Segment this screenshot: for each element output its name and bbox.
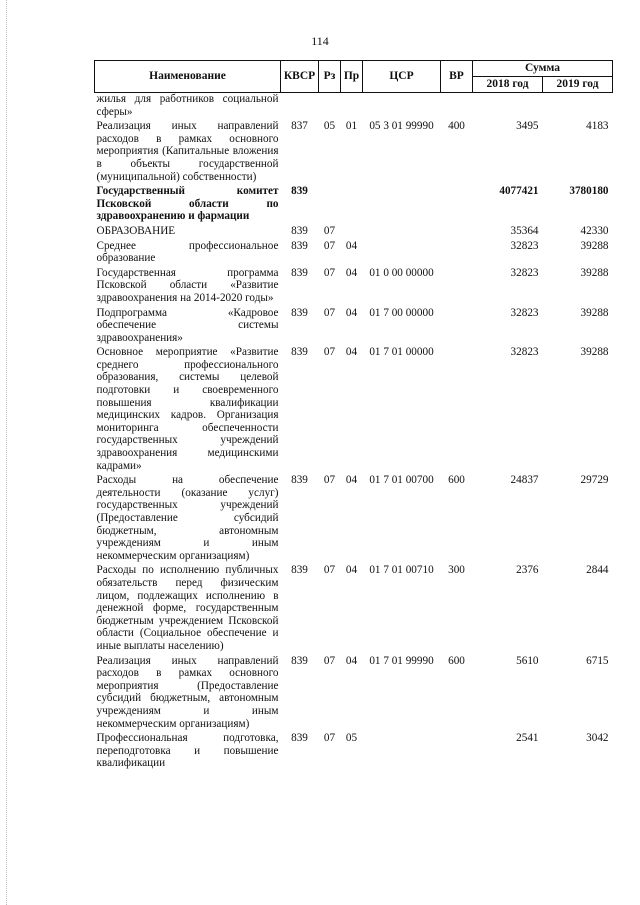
row-pr: 04 [345,474,358,487]
row-name: Подпрограмма «Кадровое обеспечение системы здравоохранения» [96,306,279,344]
row-sum-2018: 5610 [516,654,539,667]
page-number: 114 [311,34,329,48]
row-name: Расходы на обеспечение деятельности (оказание услуг) государственных учреждений (Предоставление субсидий бюджетным, автономным учреждениям и иным некоммерческим организациям) [96,474,279,562]
row-name: Среднее профессиональное образование [96,239,279,265]
row-csr [363,732,441,772]
header-csr: ЦСР [363,61,441,93]
row-kvsr: 839 [291,346,308,359]
row-kvsr: 839 [291,654,308,667]
row-sum-2018: 24837 [510,474,539,487]
row-rz: 07 [323,732,336,745]
row-rz: 07 [323,474,336,487]
row-name: Реализация иных направлений расходов в рамках основного мероприятия (Капитальные вложения в объекты государственной (муниципальной) собственности) [96,120,279,183]
row-rz: 07 [323,564,336,577]
header-year-2019: 2019 год [543,77,613,93]
header-rz: Рз [319,61,341,93]
table-row [95,307,613,347]
row-sum-2019: 6715 [586,654,609,667]
row-sum-2019: 39288 [580,239,609,252]
row-rz: 05 [323,120,336,133]
table-header [95,61,613,93]
row-vr [441,732,473,772]
row-pr: 04 [345,654,358,667]
row-kvsr: 839 [291,732,308,745]
table-row [95,732,613,772]
row-vr [441,267,473,307]
row-pr: 04 [345,346,358,359]
row-csr [363,225,441,240]
row-sum-2018: 3495 [516,120,539,133]
header-kvsr: КВСР [281,61,319,93]
row-name: ОБРАЗОВАНИЕ [96,224,176,237]
row-kvsr: 839 [291,185,308,198]
row-vr [441,240,473,267]
row-sum-2019: 3780180 [569,185,609,198]
row-sum-2019 [543,93,613,121]
row-sum-2018: 4077421 [499,185,539,198]
row-pr: 04 [345,306,358,319]
row-kvsr: 839 [291,306,308,319]
row-sum-2018: 32823 [510,346,539,359]
table-body [95,93,613,772]
row-name: Государственная программа Псковской области «Развитие здравоохранения на 2014-2020 годы» [96,266,279,304]
header-pr: Пр [341,61,363,93]
row-name: Расходы по исполнению публичных обязательств перед физическим лицом, подлежащих исполнению в денежной форме, государственным бюджетным учреждением Псковской области (Социальное обеспечение и иные выплаты населению) [96,564,279,652]
row-vr: 600 [448,654,465,667]
row-rz: 07 [323,266,336,279]
table-row [95,346,613,474]
row-rz: 07 [323,224,336,237]
row-rz: 07 [323,346,336,359]
row-vr: 400 [448,120,465,133]
row-csr: 01 7 00 00000 [369,306,434,319]
row-vr: 300 [448,564,465,577]
row-pr: 05 [345,732,358,745]
row-sum-2019: 29729 [580,474,609,487]
table-row [95,240,613,267]
header-sum: Сумма [473,61,613,77]
row-sum-2018: 32823 [510,266,539,279]
table-row [95,120,613,185]
table-row [95,655,613,733]
row-kvsr: 837 [291,120,308,133]
row-vr [441,346,473,474]
row-sum-2019: 3042 [586,732,609,745]
row-name: Государственный комитет Псковской области по здравоохранению и фармации [96,185,279,223]
table-row [95,474,613,564]
row-csr: 01 7 01 99990 [369,654,434,667]
row-csr: 01 7 01 00710 [369,564,434,577]
row-pr: 01 [345,120,358,133]
budget-table [94,60,613,772]
row-vr [441,225,473,240]
row-name: жилья для работников социальной сферы» [96,93,279,118]
row-vr: 600 [448,474,465,487]
row-vr [441,307,473,347]
row-vr [441,185,473,225]
row-sum-2018: 32823 [510,306,539,319]
row-sum-2019: 4183 [586,120,609,133]
row-rz [319,93,341,121]
scan-edge-marks [6,0,11,905]
row-sum-2019: 2844 [586,564,609,577]
row-csr: 01 0 00 00000 [369,266,434,279]
row-sum-2019: 42330 [580,224,609,237]
row-kvsr [281,93,319,121]
row-sum-2018: 32823 [510,239,539,252]
table-row [95,225,613,240]
row-sum-2019: 39288 [580,346,609,359]
row-rz: 07 [323,239,336,252]
row-kvsr: 839 [291,474,308,487]
row-csr: 05 3 01 99990 [369,120,434,133]
row-csr [363,93,441,121]
row-csr [363,185,441,225]
row-pr: 04 [345,266,358,279]
row-pr: 04 [345,564,358,577]
row-name: Реализация иных направлений расходов в рамках основного мероприятия (Предоставление субсидий бюджетным, автономным учреждениям и иным некоммерческим организациям) [96,654,279,730]
row-sum-2019: 39288 [580,306,609,319]
row-pr [341,185,363,225]
row-name: Основное мероприятие «Развитие среднего профессионального образования, системы целевой подготовки и своевременного повышения квалификации медицинских кадров. Организация мониторинга обеспеченности государственных учреждений здравоохранения медицинскими кадрами» [96,346,279,472]
row-name: Профессиональная подготовка, переподготовка и повышение квалификации [96,732,279,770]
row-kvsr: 839 [291,266,308,279]
table-row [95,267,613,307]
header-vr: ВР [441,61,473,93]
header-year-2018: 2018 год [473,77,543,93]
row-pr [341,93,363,121]
row-csr [363,240,441,267]
row-rz [319,185,341,225]
row-sum-2018 [473,93,543,121]
row-sum-2018: 2541 [516,732,539,745]
table-row [95,93,613,121]
header-name: Наименование [95,61,281,93]
row-csr: 01 7 01 00700 [369,474,434,487]
row-kvsr: 839 [291,224,308,237]
row-rz: 07 [323,654,336,667]
row-csr: 01 7 01 00000 [369,346,434,359]
row-sum-2018: 35364 [510,224,539,237]
row-pr: 04 [345,239,358,252]
row-pr [341,225,363,240]
row-sum-2018: 2376 [516,564,539,577]
table-row [95,564,613,654]
row-kvsr: 839 [291,239,308,252]
row-rz: 07 [323,306,336,319]
row-kvsr: 839 [291,564,308,577]
row-vr [441,93,473,121]
row-sum-2019: 39288 [580,266,609,279]
table-row [95,185,613,225]
